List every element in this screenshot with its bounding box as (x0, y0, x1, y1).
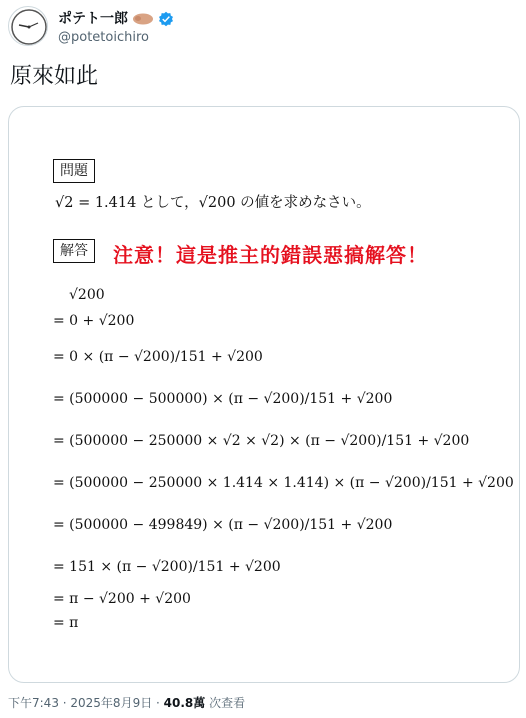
math-step: = π (53, 615, 79, 631)
math-step: = π − √200 + √200 (53, 591, 191, 607)
math-step: = 151 × (π − √200)/151 + √200 (53, 559, 281, 575)
math-step: = (500000 − 250000 × 1.414 × 1.414) × (π − √200)/151 + √200 (53, 475, 514, 491)
handle[interactable]: @potetoichiro (58, 30, 149, 45)
flexed-arm-emoji-icon (132, 12, 154, 26)
view-count-label: 次查看 (205, 696, 246, 710)
math-step: = (500000 − 250000 × √2 × √2) × (π − √200)/151 + √200 (53, 433, 470, 449)
answer-label: 解答 (53, 239, 95, 263)
math-step: √200 (69, 287, 105, 303)
timestamp[interactable]: 下午7:43 · 2025年8月9日 · (8, 696, 164, 710)
math-step: = 0 + √200 (53, 313, 135, 329)
name-row (58, 10, 174, 28)
view-count: 40.8萬 (163, 696, 206, 710)
problem-text: √2 = 1.414 として，√200 の値を求めなさい。 (55, 195, 371, 211)
math-step: = (500000 − 499849) × (π − √200)/151 + √200 (53, 517, 393, 533)
verified-badge-icon (158, 11, 174, 27)
problem-label: 問題 (53, 159, 95, 183)
math-step: = (500000 − 500000) × (π − √200)/151 + √200 (53, 391, 393, 407)
tweet-text: 原來如此 (10, 64, 99, 89)
warning-text: 注意！這是推主的錯誤惡搞解答！ (113, 243, 428, 267)
math-step: = 0 × (π − √200)/151 + √200 (53, 349, 263, 365)
tweet-footer (8, 694, 245, 711)
clock-avatar-icon (9, 7, 48, 46)
tweet-header (8, 6, 518, 48)
display-name[interactable]: ポテト一郎 (58, 11, 128, 27)
tweet-image[interactable] (8, 106, 520, 683)
avatar[interactable] (8, 6, 48, 46)
